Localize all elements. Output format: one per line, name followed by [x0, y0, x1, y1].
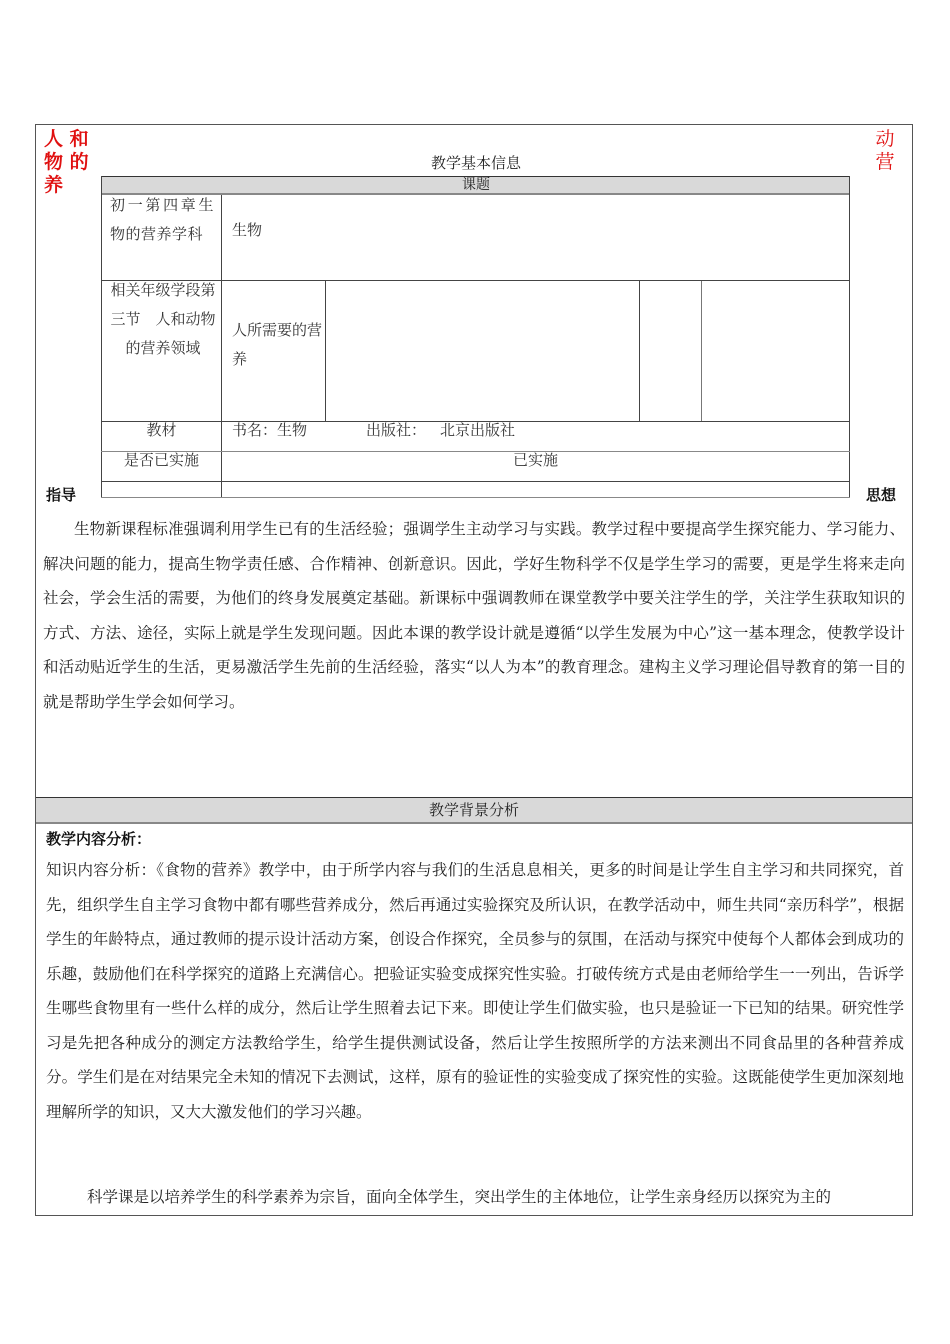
- side-label-top-left: [44, 128, 96, 197]
- side-label-top-right: [872, 128, 898, 174]
- science-course-paragraph: 科学课是以培养学生的科学素养为宗旨，面向全体学生，突出学生的主体地位，让学生亲身经历以探究为主的: [87, 1188, 832, 1206]
- table-border: [849, 176, 850, 498]
- table-border: [325, 280, 326, 421]
- side-char: 的: [69, 151, 89, 173]
- textbook-name: 书名：生物: [232, 421, 308, 439]
- row-label-grade: 相关年级学段第三节 人和动物的营养领域: [110, 281, 216, 357]
- row-value-section: 人所需要的营养: [232, 321, 323, 368]
- guide-label-right: 思想: [866, 486, 897, 504]
- table-border: [101, 481, 850, 482]
- content-analysis-paragraph: 知识内容分析：《食物的营养》教学中，由于所学内容与我们的生活息息相关，更多的时间是让学生自主学习和共同探究，首先，组织学生自主学习食物中都有哪些营养成分，然后再通过实验探究及所认识，在教学活动中，师生共同“亲历科学”，根据学生的年龄特点，通过教师的提示设计活动方案，创设合作探究，全员参与的氛围，在活动与探究中使每个人都体会到成功的乐趣，鼓励他们在科学探究的道路上充满信心。把验证实验变成探究性实验。打破传统方式是由老师给学生一一列出，告诉学生哪些食物里有一些什么样的成分，然后让学生照着去记下来。即使让学生们做实验，也只是验证一下已知的结果。研究性学习是先把各种成分的测定方法教给学生，给学生提供测试设备，然后让学生按照所学的方法来测出不同食品里的各种营养成分。学生们是在对结果完全未知的情况下去测试，这样，原有的验证性的实验变成了探究性的实验。这既能使学生更加深刻地理解所学的知识，又大大激发他们的学习兴趣。: [46, 861, 904, 1121]
- publisher-name: 北京出版社: [440, 421, 516, 439]
- guiding-thought-paragraph: 生物新课程标准强调利用学生已有的生活经验；强调学生主动学习与实践。教学过程中要提高学生探究能力、学习能力、解决问题的能力，提高生物学责任感、合作精神、创新意识。因此，学好生物科学不仅是学生学习的需要，更是学生将来走向社会，学会生活的需要，为他们的终身发展奠定基础。新课标中强调教师在课堂教学中要关注学生的学，关注学生获取知识的方式、方法、途径，实际上就是学生发现问题。因此本课的教学设计就是遵循“以学生发展为中心”这一基本理念，使教学设计和活动贴近学生的生活，更易激活学生先前的生活经验，落实“以人为本”的教育理念。建构主义学习理论倡导教育的第一目的就是帮助学生学会如何学习。: [43, 520, 905, 711]
- row-label-course: 初一第四章生物的营养学科: [110, 196, 214, 243]
- table-border: [639, 280, 640, 421]
- side-char: 和: [69, 128, 89, 150]
- side-char: 动: [875, 128, 895, 150]
- background-analysis-header: 教学背景分析: [36, 797, 912, 824]
- side-char: 物: [44, 151, 64, 173]
- publisher-label: 出版社：: [366, 421, 427, 439]
- row-label-implemented: 是否已实施: [123, 451, 199, 469]
- row-value-implemented: 已实施: [512, 451, 558, 469]
- info-table-header: 课题: [102, 176, 850, 195]
- row-label-textbook: 教材: [146, 421, 177, 439]
- table-border: [101, 497, 850, 498]
- content-analysis-heading: 教学内容分析：: [46, 830, 152, 848]
- row-value-subject: 生物: [232, 221, 263, 239]
- info-table-title: 教学基本信息: [430, 154, 521, 172]
- table-border: [701, 280, 702, 421]
- side-char: 养: [44, 174, 64, 196]
- side-char: 营: [875, 151, 895, 173]
- side-char: 人: [44, 128, 64, 150]
- guide-label-left: 指导: [46, 486, 77, 504]
